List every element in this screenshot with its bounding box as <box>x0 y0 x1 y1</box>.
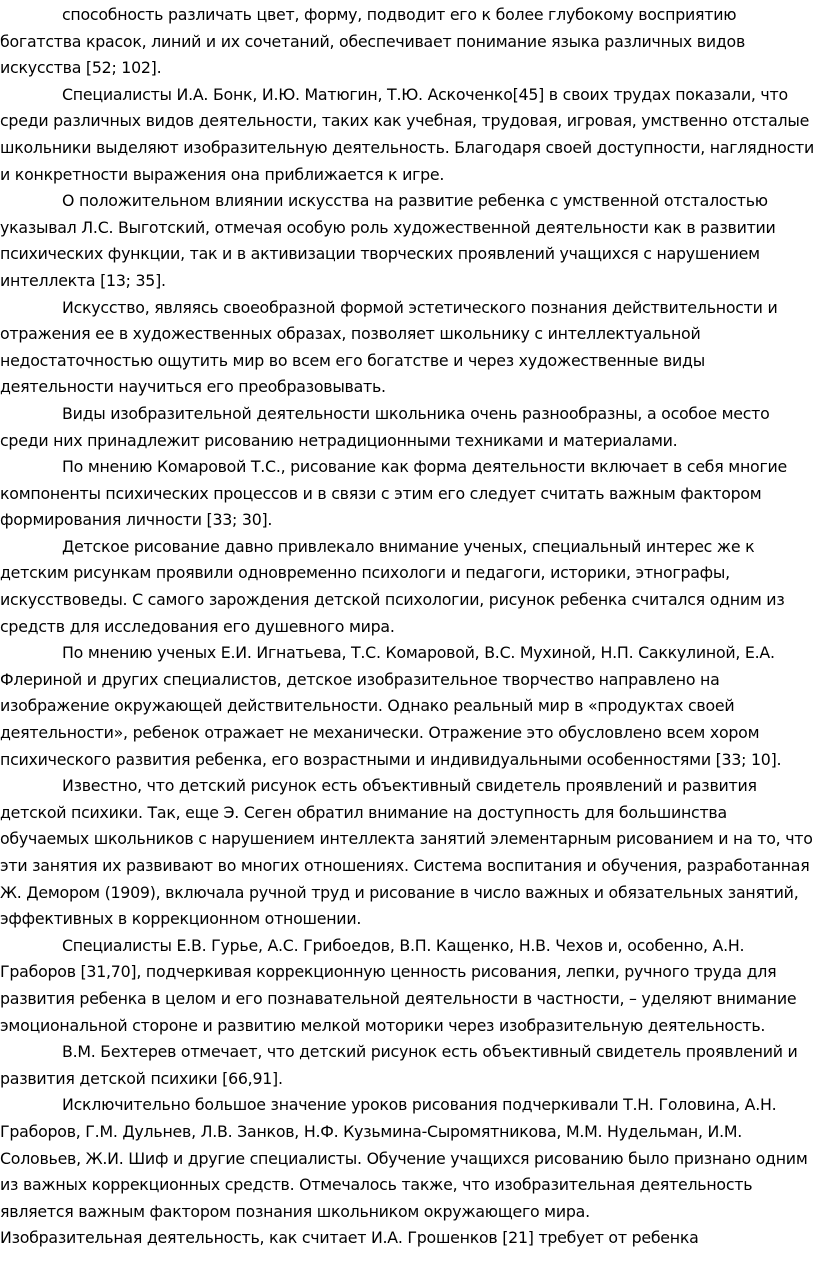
paragraph: По мнению ученых Е.И. Игнатьева, Т.С. Комаровой, В.С. Мухиной, Н.П. Саккулиной, Е.А. Флериной и других специалистов, детское изобразительное творчество направлено на изображение окружающей действительности. Однако реальный мир в «продуктах своей деятельности», ребенок отражает не механически. Отражение это обусловлено всем хором психического развития ребенка, его возрастными и индивидуальными особенностями [33; 10]. <box>0 643 782 769</box>
paragraph: Виды изобразительной деятельности школьника очень разнообразны, а особое место среди них принадлежит рисованию нетрадиционными техниками и материалами. <box>0 403 770 450</box>
paragraph: По мнению Комаровой Т.С., рисование как форма деятельности включает в себя многие компоненты психических процессов и в связи с этим его следует считать важным фактором формирования личности [33; 30]. <box>0 457 787 530</box>
paragraph: Исключительно большое значение уроков рисования подчеркивали Т.Н. Головина, А.Н. Граборов, Г.М. Дульнев, Л.В. Занков, Н.Ф. Кузьмина-Сыромятникова, М.М. Нудельман, И.М. Соловьев, Ж.И. Шиф и другие специалисты. Обучение учащихся рисованию было признано одним из важных коррекционных средств. Отмечалось также, что изобразительная деятельность является важным фактором познания школьником окружающего мира. <box>0 1095 808 1221</box>
paragraph: Специалисты И.А. Бонк, И.Ю. Матюгин, Т.Ю. Аскоченко[45] в своих трудах показали, что среди различных видов деятельности, таких как учебная, трудовая, игровая, умственно отсталые школьники выделяют изобразительную деятельность. Благодаря своей доступности, наглядности и конкретности выражения она приближается к игре. <box>0 84 814 184</box>
paragraph: Искусство, являясь своеобразной формой эстетического познания действительности и отражения ее в художественных образах, позволяет школьнику с интеллектуальной недостаточностью ощутить мир во всем его богатстве и через художественные виды деятельности научиться его преобразовывать. <box>0 297 778 397</box>
paragraph: Специалисты Е.В. Гурье, А.С. Грибоедов, В.П. Кащенко, Н.В. Чехов и, особенно, А.Н. Граборов [31,70], подчеркивая коррекционную ценность рисования, лепки, ручного труда для развития ребенка в целом и его познавательной деятельности в частности, – уделяют внимание эмоциональной стороне и развитию мелкой моторики через изобразительную деятельность. <box>0 935 797 1035</box>
paragraph: О положительном влиянии искусства на развитие ребенка с умственной отсталостью указывал Л.С. Выготский, отмечая особую роль художественной деятельности как в развитии психических функции, так и в активизации творческих проявлений учащихся с нарушением интеллекта [13; 35]. <box>0 191 776 290</box>
paragraph-last: Изобразительная деятельность, как считает И.А. Грошенков [21] требует от ребенка <box>0 1228 699 1248</box>
paragraph: Детское рисование давно привлекало внимание ученых, специальный интерес же к детским рисункам проявили одновременно психологи и педагоги, историки, этнографы, искусствоведы. С самого зарождения детской психологии, рисунок ребенка считался одним из средств для исследования его душевного мира. <box>0 536 785 636</box>
paragraph: Известно, что детский рисунок есть объективный свидетель проявлений и развития детской психики. Так, еще Э. Сеген обратил внимание на доступность для большинства обучаемых школьников с нарушением интеллекта занятий элементарным рисованием и на то, что эти занятия их развивают во многих отношениях. Система воспитания и обучения, разработанная Ж. Демором (1909), включала ручной труд и рисование в число важных и обязательных занятий, эффективных в коррекционном отношении. <box>0 776 813 929</box>
paragraph: способность различать цвет, форму, подводит его к более глубокому восприятию богатства красок, линий и их сочетаний, обеспечивает понимание языка различных видов искусства [52; 102]. <box>0 5 746 78</box>
paragraph: В.М. Бехтерев отмечает, что детский рисунок есть объективный свидетель проявлений и развития детской психики [66,91]. <box>0 1042 798 1088</box>
